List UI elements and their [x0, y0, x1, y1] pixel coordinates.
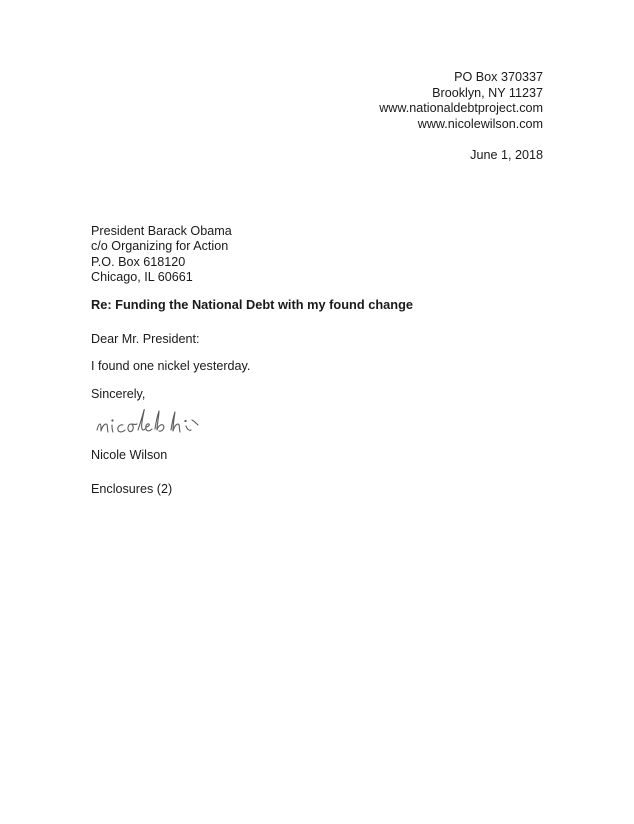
sender-website-1: www.nationaldebtproject.com: [379, 101, 543, 115]
sender-city: Brooklyn, NY 11237: [432, 85, 543, 100]
handwritten-signature: [95, 402, 225, 438]
recipient-care-of: c/o Organizing for Action: [91, 239, 229, 254]
letter-date: June 1, 2018: [470, 148, 543, 162]
subject-line: Re: Funding the National Debt with my found change: [91, 297, 414, 312]
letter-body: I found one nickel yesterday.: [91, 359, 251, 373]
recipient-city: Chicago, IL 60661: [91, 269, 193, 284]
sender-address: [379, 70, 543, 132]
recipient-name: President Barack Obama: [91, 224, 232, 238]
sender-website-2: www.nicolewilson.com: [417, 116, 543, 131]
sender-po-box: PO Box 370337: [454, 70, 543, 84]
enclosures-note: Enclosures (2): [91, 482, 173, 496]
recipient-po-box: P.O. Box 618120: [91, 254, 186, 269]
recipient-address: [91, 224, 232, 285]
signer-name: Nicole Wilson: [91, 448, 168, 462]
closing: Sincerely,: [91, 387, 146, 401]
salutation: Dear Mr. President:: [91, 332, 200, 346]
